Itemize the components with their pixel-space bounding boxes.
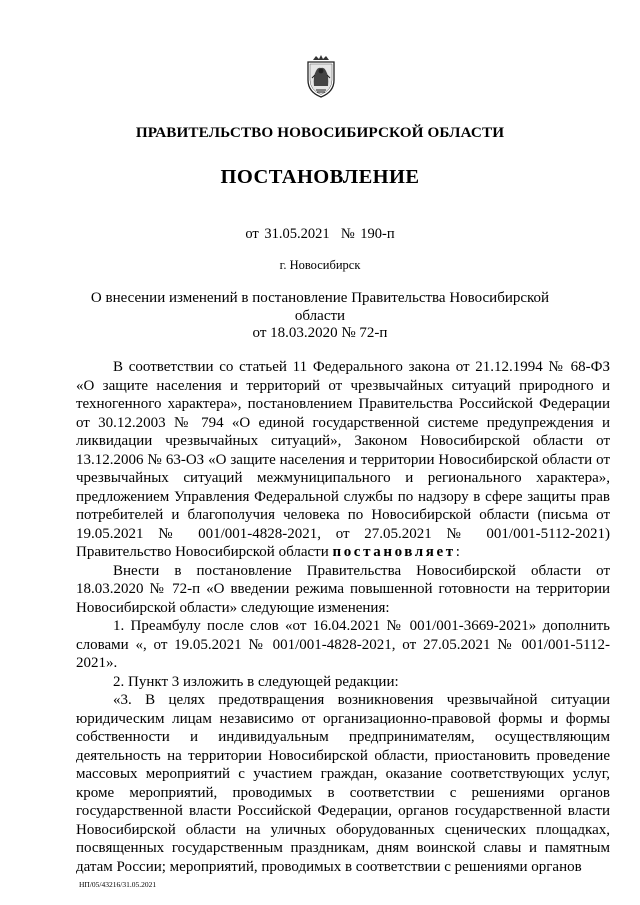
paragraph-2: Внести в постановление Правительства Новосибирской области от 18.03.2020 № 72-п «О введении режима повышенной готовности на территории Новосибирской области» следующие изменения: <box>76 562 610 616</box>
coat-of-arms-emblem <box>304 54 338 98</box>
paragraph-1-text: В соответствии со статьей 11 Федерального закона от 21.12.1994 № 68-ФЗ «О защите населения и территорий от чрезвычайных ситуаций природного и техногенного характера», постановлением Правительства Российской Федерации от 30.12.2003 № 794 «О единой государственной системе предупреждения и ликвидации чрезвычайных ситуаций», Законом Новосибирской области от 13.12.2006 № 63-ОЗ «О защите населения и территории Новосибирской области от чрезвычайных ситуаций межмуниципального и регионального характера», предложением Управления Федеральной службы по надзору в сфере защиты прав потребителей и благополучия человека по Новосибирской области (письма от 19.05.2021 № 001/001-4828-2021, от 27.05.2021 № 001/001-5112-2021) Правительство Новосибирской области <box>76 359 610 560</box>
paragraph-3: 1. Преамбулу после слов «от 16.04.2021 № 001/001-3669-2021» дополнить словами «, от 19.05.2021 № 001/001-4828-2021, от 27.05.2021 № 001/001-5112-2021». <box>76 618 610 671</box>
title-line-2: от 18.03.2020 № 72-п <box>252 325 388 341</box>
organization-name: ПРАВИТЕЛЬСТВО НОВОСИБИРСКОЙ ОБЛАСТИ <box>135 124 505 141</box>
paragraph-1 <box>76 358 610 562</box>
paragraph-4: 2. Пункт 3 изложить в следующей редакции: <box>113 673 399 690</box>
resolves-keyword: постановляет <box>332 544 456 560</box>
paragraph-1-end: : <box>455 544 460 560</box>
document-body <box>76 358 610 876</box>
title-line-1: О внесении изменений в постановление Правительства Новосибирской области <box>90 290 550 324</box>
paragraph-5: «3. В целях предотвращения возникновения чрезвычайной ситуации юридическим лицам независимо от организационно-правовой формы и формы собственности и индивидуальным предпринимателям, осуществляющим деятельность на территории Новосибирской области, приостановить проведение массовых мероприятий с участием граждан, оказание соответствующих услуг, кроме мероприятий, проводимых в соответствии с решениями органов государственной власти Российской Федерации, органов государственной власти Новосибирской области на уличных оборудованных сценических площадках, посвященных государственным праздникам, дням воинской славы и памятным датам России; мероприятий, проводимых в соответствии с решениями органов <box>76 692 610 875</box>
place-of-issue: г. Новосибирск <box>279 258 361 272</box>
document-type: ПОСТАНОВЛЕНИЕ <box>220 166 420 188</box>
document-code: НП/05/43216/31.05.2021 <box>79 880 157 889</box>
date-number-line: от 31.05.2021 № 190-п <box>245 226 395 242</box>
document-title <box>70 290 570 343</box>
